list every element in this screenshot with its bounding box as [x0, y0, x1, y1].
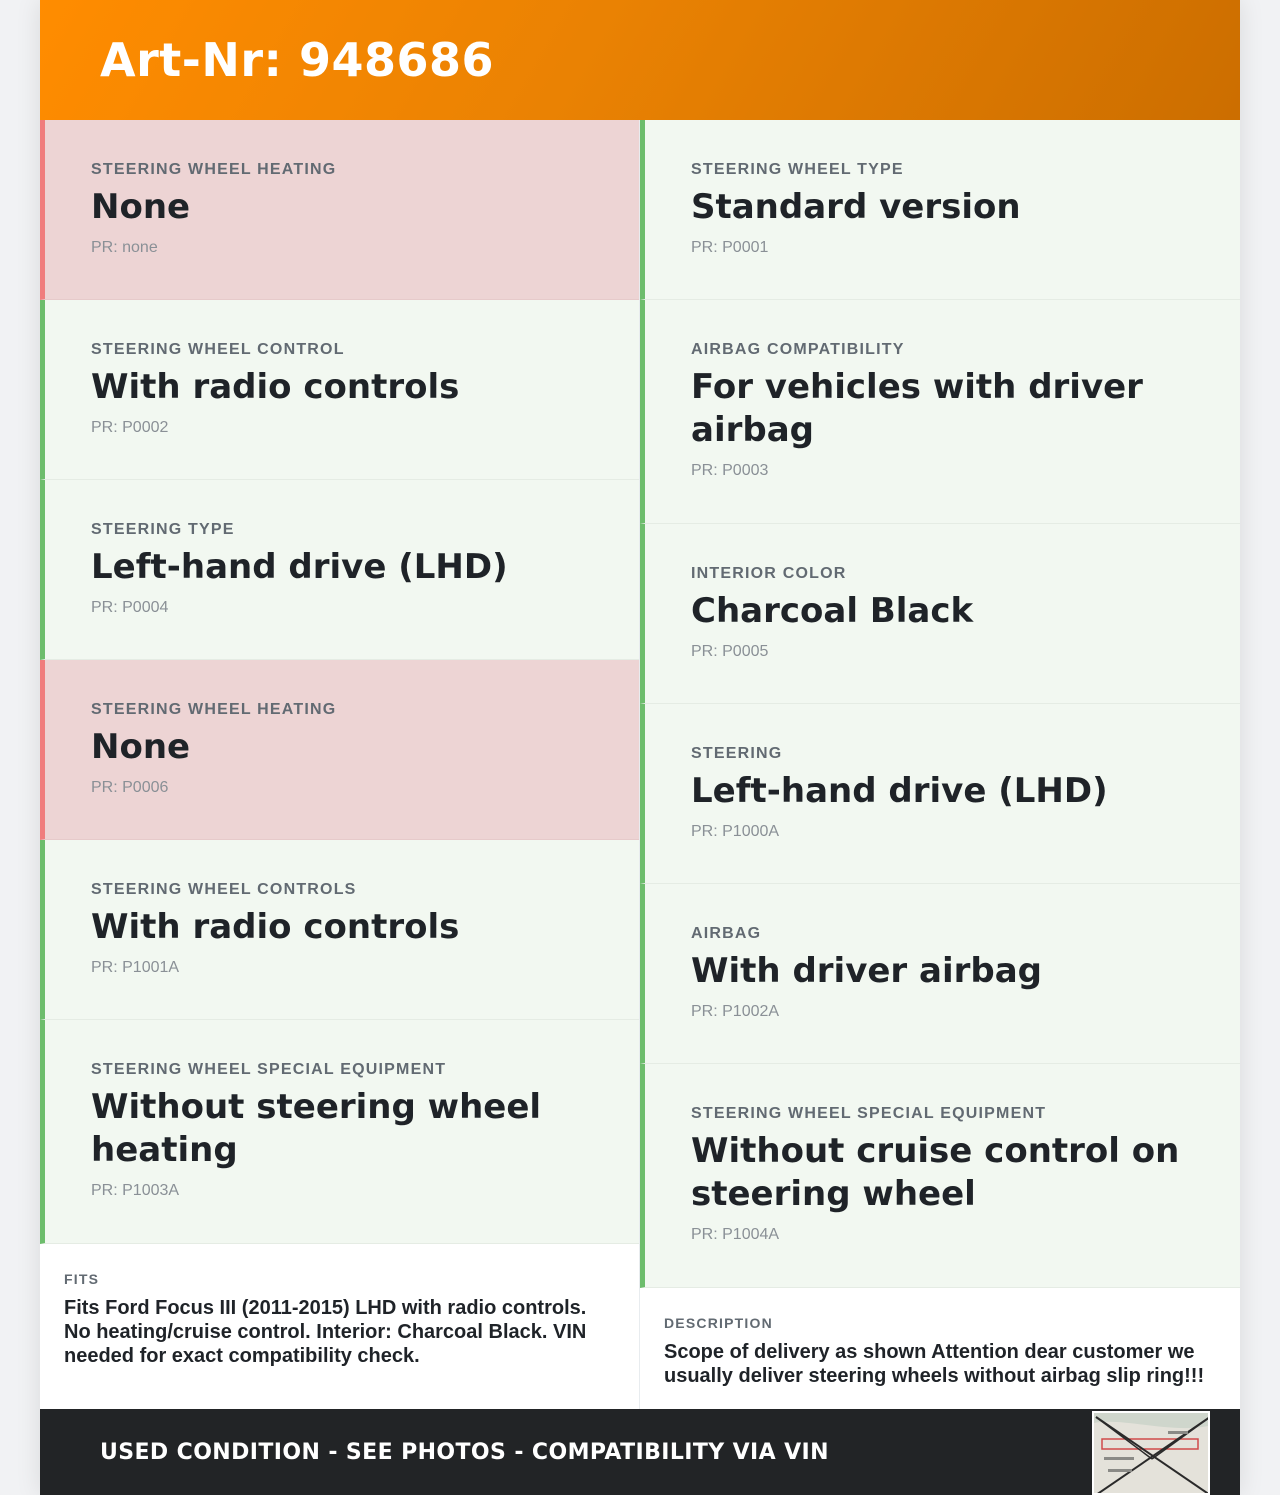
spec-label: STEERING WHEEL TYPE — [691, 161, 904, 178]
description-section — [640, 1288, 1240, 1416]
spec-label: STEERING WHEEL CONTROL — [91, 341, 345, 358]
header-banner — [40, 0, 1240, 120]
spec-card — [40, 840, 639, 1020]
specs-grid — [40, 120, 1240, 1416]
label-photo-icon — [1094, 1413, 1210, 1495]
spec-pr-code: PR: P0005 — [691, 643, 769, 660]
spec-pr-code: PR: P1002A — [691, 1003, 780, 1020]
spec-card — [640, 1064, 1240, 1288]
spec-value: Standard version — [691, 187, 1021, 227]
spec-card — [640, 884, 1240, 1064]
spec-value: Without cruise control on steering wheel — [691, 1131, 1180, 1214]
spec-label: AIRBAG — [691, 925, 762, 942]
spec-card — [640, 524, 1240, 704]
spec-card — [40, 1020, 639, 1244]
spec-value: For vehicles with driver airbag — [691, 367, 1143, 450]
spec-label: AIRBAG COMPATIBILITY — [691, 341, 905, 358]
fits-label: FITS — [64, 1271, 100, 1287]
spec-label: STEERING WHEEL HEATING — [91, 161, 337, 178]
footer-bar — [40, 1409, 1240, 1495]
spec-label: STEERING — [691, 745, 783, 762]
spec-pr-code: PR: P0002 — [91, 419, 169, 436]
spec-value: With radio controls — [91, 907, 460, 947]
left-column — [40, 120, 640, 1416]
spec-card — [40, 660, 639, 840]
spec-value: Left-hand drive (LHD) — [691, 771, 1108, 811]
description-text: Scope of delivery as shown Attention dear customer we usually deliver steering wheels without airbag slip ring!!! — [664, 1341, 1205, 1387]
spec-card — [640, 120, 1240, 300]
right-column — [640, 120, 1240, 1416]
spec-card — [640, 704, 1240, 884]
product-sheet — [40, 0, 1240, 1495]
spec-label: STEERING WHEEL CONTROLS — [91, 881, 357, 898]
fits-section — [40, 1244, 639, 1396]
spec-pr-code: PR: P0006 — [91, 779, 169, 796]
spec-pr-code: PR: P1003A — [91, 1182, 180, 1199]
spec-card — [640, 300, 1240, 524]
spec-label: STEERING WHEEL SPECIAL EQUIPMENT — [691, 1105, 1047, 1122]
vehicle-data-label-thumbnail[interactable] — [1092, 1411, 1210, 1495]
spec-pr-code: PR: P0001 — [691, 239, 769, 256]
footer-text: USED CONDITION - SEE PHOTOS - COMPATIBILITY VIA VIN — [100, 1439, 829, 1465]
spec-pr-code: PR: P0004 — [91, 599, 169, 616]
spec-label: INTERIOR COLOR — [691, 565, 847, 582]
spec-pr-code: PR: P1001A — [91, 959, 180, 976]
spec-card — [40, 120, 639, 300]
spec-label: STEERING TYPE — [91, 521, 235, 538]
spec-value: None — [91, 187, 191, 227]
spec-pr-code: PR: P1000A — [691, 823, 780, 840]
spec-pr-code: PR: P1004A — [691, 1226, 780, 1243]
spec-pr-code: PR: none — [91, 239, 158, 256]
spec-value: Charcoal Black — [691, 591, 974, 631]
spec-value: Left-hand drive (LHD) — [91, 547, 508, 587]
spec-value: None — [91, 727, 191, 767]
spec-value: Without steering wheel heating — [91, 1087, 542, 1170]
spec-card — [40, 480, 639, 660]
spec-value: With driver airbag — [691, 951, 1043, 991]
spec-card — [40, 300, 639, 480]
spec-label: STEERING WHEEL HEATING — [91, 701, 337, 718]
spec-pr-code: PR: P0003 — [691, 462, 769, 479]
description-label: DESCRIPTION — [664, 1315, 773, 1331]
fits-text: Fits Ford Focus III (2011-2015) LHD with radio controls. No heating/cruise control. Interior: Charcoal Black. VIN needed for exact compatibility check. — [64, 1297, 587, 1367]
spec-label: STEERING WHEEL SPECIAL EQUIPMENT — [91, 1061, 447, 1078]
article-number-title: Art-Nr: 948686 — [100, 33, 495, 87]
spec-value: With radio controls — [91, 367, 460, 407]
